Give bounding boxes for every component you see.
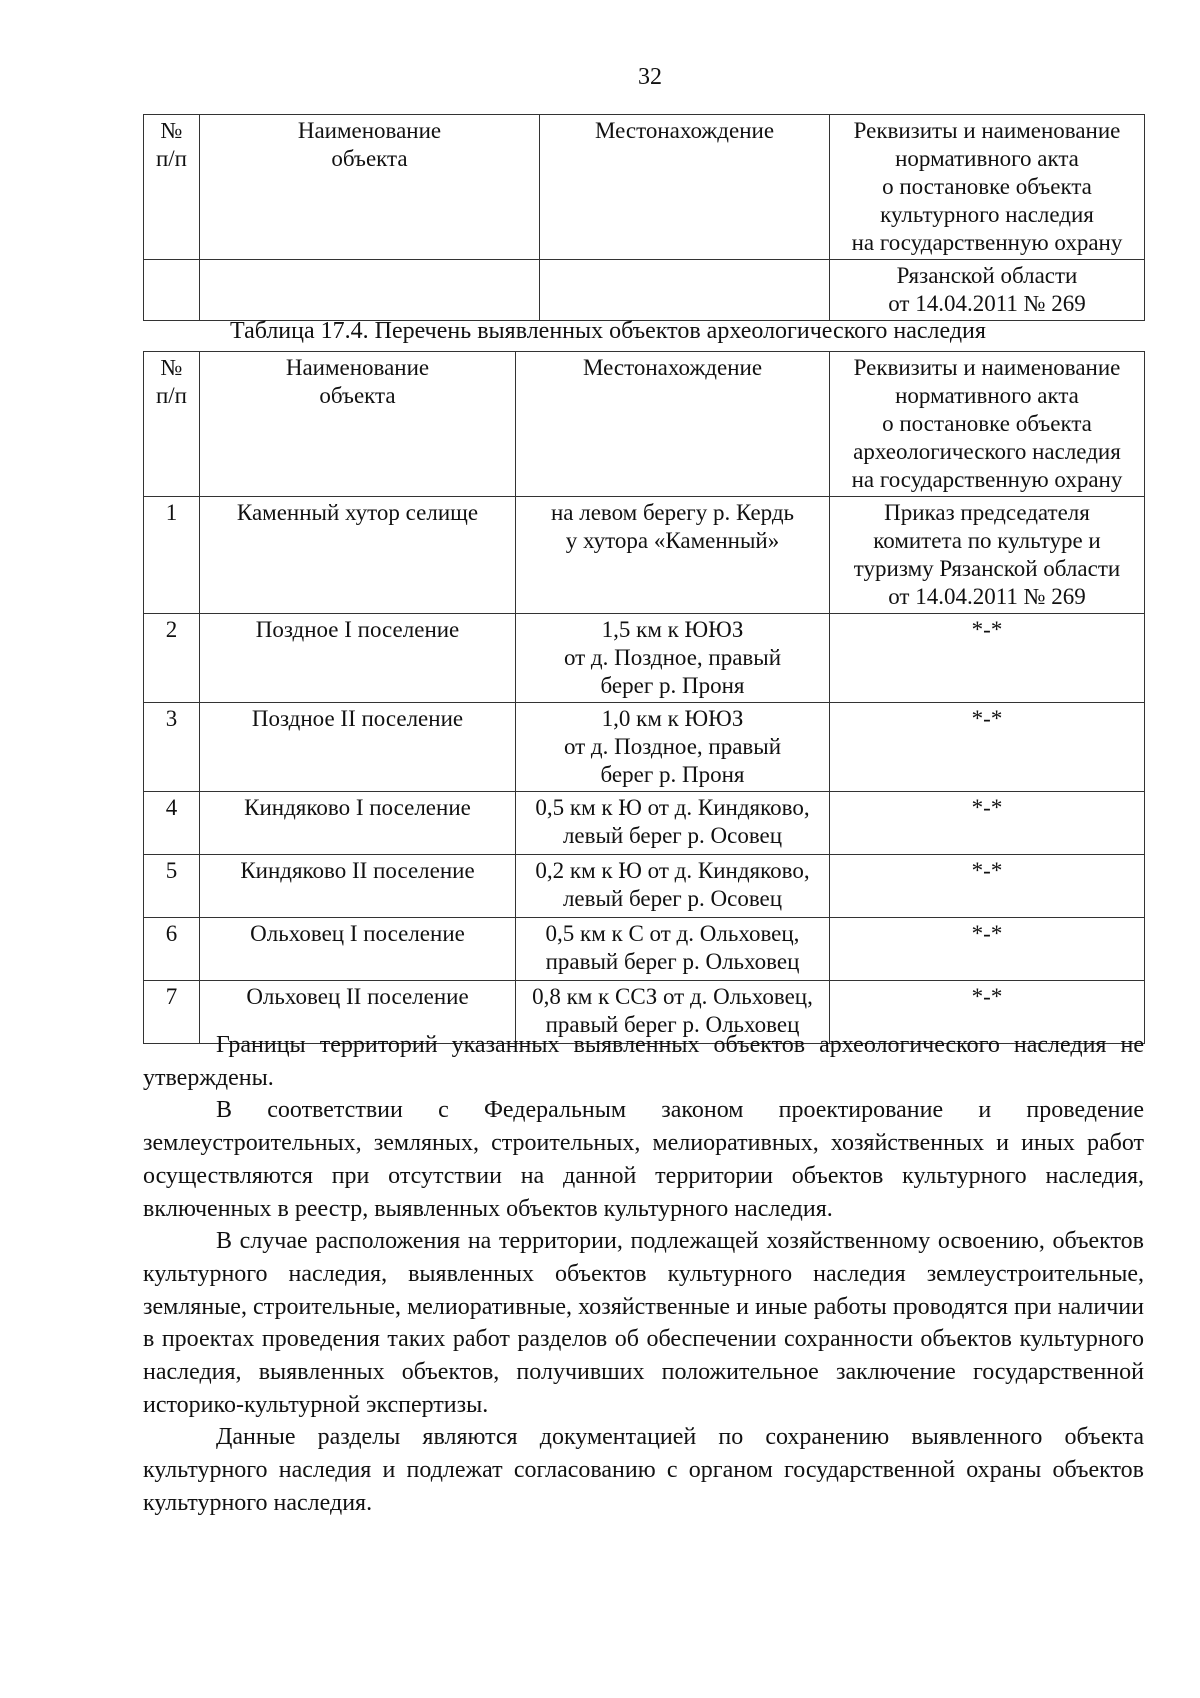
object-location: на левом берегу р. Кердь у хутора «Каменный» [550, 500, 795, 553]
table-cell [200, 855, 516, 918]
object-location: 1,5 км к ЮЮЗ от д. Поздное, правый берег р. Проня [563, 617, 782, 698]
cell-text: Рязанской области от 14.04.2011 № 269 [888, 263, 1086, 316]
object-name: Киндяково I поселение [244, 795, 471, 820]
table-cell [200, 792, 516, 855]
main-table [143, 351, 1145, 1044]
header-text: Наименование объекта [285, 355, 430, 408]
object-name: Каменный хутор селище [236, 500, 479, 525]
table-cell [516, 614, 830, 703]
object-name: Ольховец I поселение [250, 921, 465, 946]
object-location: 0,2 км к Ю от д. Киндяково, левый берег р. Осовец [535, 858, 810, 911]
object-act: Приказ председателя комитета по культуре и туризму Рязанской области от 14.04.2011 № 269 [853, 500, 1121, 609]
row-number: 4 [165, 795, 178, 820]
table-caption: Таблица 17.4. Перечень выявленных объектов археологического наследия [230, 318, 986, 344]
header-cell [540, 115, 830, 260]
object-act: *-* [971, 984, 1003, 1009]
top-table [143, 114, 1145, 321]
table-cell [144, 497, 200, 614]
page-number: 32 [638, 64, 662, 90]
table-row [144, 497, 1145, 614]
table-cell [200, 260, 540, 321]
table-cell [830, 792, 1145, 855]
object-act: *-* [971, 795, 1003, 820]
row-number: 1 [165, 500, 178, 525]
table-cell [200, 703, 516, 792]
object-location: 1,0 км к ЮЮЗ от д. Поздное, правый берег р. Проня [563, 706, 782, 787]
header-text: № п/п [155, 355, 187, 408]
table-cell [830, 614, 1145, 703]
object-location: 0,8 км к ССЗ от д. Ольховец, правый берег р. Ольховец [532, 984, 813, 1037]
object-act: *-* [971, 706, 1003, 731]
table-cell [200, 918, 516, 981]
object-location: 0,5 км к Ю от д. Киндяково, левый берег р. Осовец [535, 795, 810, 848]
object-name: Ольховец II поселение [246, 984, 469, 1009]
object-name: Поздное I поселение [255, 617, 460, 642]
row-number: 7 [165, 984, 178, 1009]
header-cell [200, 352, 516, 497]
row-number: 3 [165, 706, 178, 731]
row-number: 6 [165, 921, 178, 946]
table-cell [516, 918, 830, 981]
table-cell [830, 918, 1145, 981]
header-cell [144, 352, 200, 497]
row-number: 5 [165, 858, 178, 883]
header-cell [830, 352, 1145, 497]
table-cell [830, 703, 1145, 792]
header-cell [144, 115, 200, 260]
row-number: 2 [165, 617, 178, 642]
table-cell [144, 855, 200, 918]
table-cell [516, 792, 830, 855]
table-cell [144, 703, 200, 792]
table-row [144, 703, 1145, 792]
main-table-header-row [144, 352, 1145, 497]
header-cell [200, 115, 540, 260]
table-cell [144, 918, 200, 981]
table-cell [144, 614, 200, 703]
top-table-continuation-row [144, 260, 1145, 321]
table-cell [200, 614, 516, 703]
table-row [144, 855, 1145, 918]
table-row [144, 918, 1145, 981]
table-cell [830, 855, 1145, 918]
header-text: Реквизиты и наименование нормативного акта о постановке объекта археологического наследия на государственную охрану [851, 355, 1123, 492]
table-cell [516, 497, 830, 614]
table-cell [830, 497, 1145, 614]
object-act: *-* [971, 858, 1003, 883]
paragraph: В случае расположения на территории, подлежащей хозяйственному освоению, объектов культурного наследия, выявленных объектов культурного наследия землеустроительные, земляные, строительные, мелиоративные, хозяйственные и иные работы проводятся при наличии в проектах проведения таких работ разделов об обеспечении сохранности объектов культурного наследия, выявленных объектов, получивших положительное заключение государственной историко-культурной экспертизы. [143, 1228, 1144, 1418]
object-name: Киндяково II поселение [240, 858, 475, 883]
table-cell [830, 260, 1145, 321]
table-cell [144, 260, 200, 321]
paragraph: Данные разделы являются документацией по сохранению выявленного объекта культурного наследия и подлежат согласованию с органом государственной охраны объектов культурного наследия. [143, 1424, 1144, 1516]
table-row [144, 792, 1145, 855]
header-cell [516, 352, 830, 497]
table-cell [144, 792, 200, 855]
header-text: Местонахождение [594, 118, 775, 143]
object-location: 0,5 км к С от д. Ольховец, правый берег р. Ольховец [545, 921, 800, 974]
table-cell [516, 703, 830, 792]
top-table-header-row [144, 115, 1145, 260]
header-cell [830, 115, 1145, 260]
header-text: № п/п [155, 118, 187, 171]
object-name: Поздное II поселение [251, 706, 464, 731]
header-text: Реквизиты и наименование нормативного акта о постановке объекта культурного наследия на государственную охрану [851, 118, 1123, 255]
table-cell [200, 497, 516, 614]
table-row [144, 614, 1145, 703]
object-act: *-* [971, 921, 1003, 946]
body-text [143, 1029, 1144, 1520]
paragraph: В соответствии с Федеральным законом проектирование и проведение землеустроительных, земляных, строительных, мелиоративных, хозяйственных и иных работ осуществляются при отсутствии на данной территории объектов культурного наследия, включенных в реестр, выявленных объектов культурного наследия. [143, 1097, 1144, 1222]
paragraph: Границы территорий указанных выявленных объектов археологического наследия не утверждены. [143, 1032, 1144, 1091]
table-cell [516, 855, 830, 918]
header-text: Наименование объекта [297, 118, 442, 171]
header-text: Местонахождение [582, 355, 763, 380]
table-cell [540, 260, 830, 321]
object-act: *-* [971, 617, 1003, 642]
